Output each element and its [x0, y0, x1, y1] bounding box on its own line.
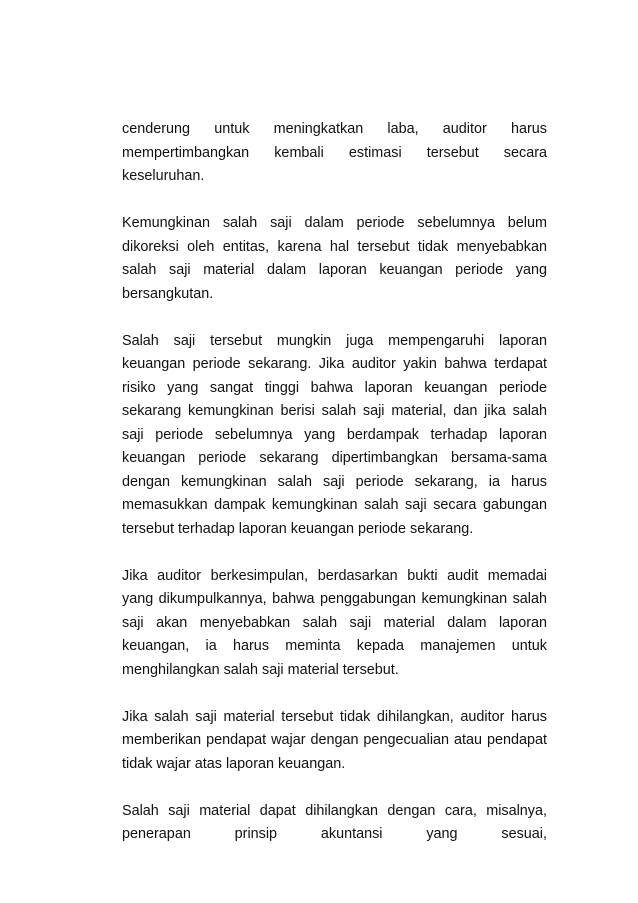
paragraph-5: Jika salah saji material tersebut tidak dihilangkan, auditor harus memberikan pendapat wajar dengan pengecualian atau pendapat tidak wajar atas laporan keuangan.: [122, 708, 547, 772]
paragraph-4: Jika auditor berkesimpulan, berdasarkan bukti audit memadai yang dikumpulkannya, bahwa penggabungan kemungkinan salah saji akan menyebabkan salah saji material dalam laporan keuangan, ia harus meminta kepada manajemen untuk menghilangkan salah saji material tersebut.: [122, 567, 547, 678]
paragraph-2: Kemungkinan salah saji dalam periode sebelumnya belum dikoreksi oleh entitas, karena hal tersebut tidak menyebabkan salah saji material dalam laporan keuangan periode yang bersangkutan.: [122, 215, 547, 302]
paragraph-3: Salah saji tersebut mungkin juga mempengaruhi laporan keuangan periode sekarang. Jika auditor yakin bahwa terdapat risiko yang sangat tinggi bahwa laporan keuangan periode sekarang kemungkinan berisi salah saji material, dan jika salah saji periode sebelumnya yang berdampak terhadap laporan keuangan periode sekarang dipertimbangkan bersama-sama dengan kemungkinan salah saji periode sekarang, ia harus memasukkan dampak kemungkinan salah saji secara gabungan tersebut terhadap laporan keuangan periode sekarang.: [122, 332, 547, 537]
paragraph-6: Salah saji material dapat dihilangkan dengan cara, misalnya, penerapan prinsip akuntansi yang sesuai,: [122, 802, 547, 842]
document-body: [122, 118, 547, 847]
paragraph-1: cenderung untuk meningkatkan laba, auditor harus mempertimbangkan kembali estimasi tersebut secara keseluruhan.: [122, 121, 547, 184]
